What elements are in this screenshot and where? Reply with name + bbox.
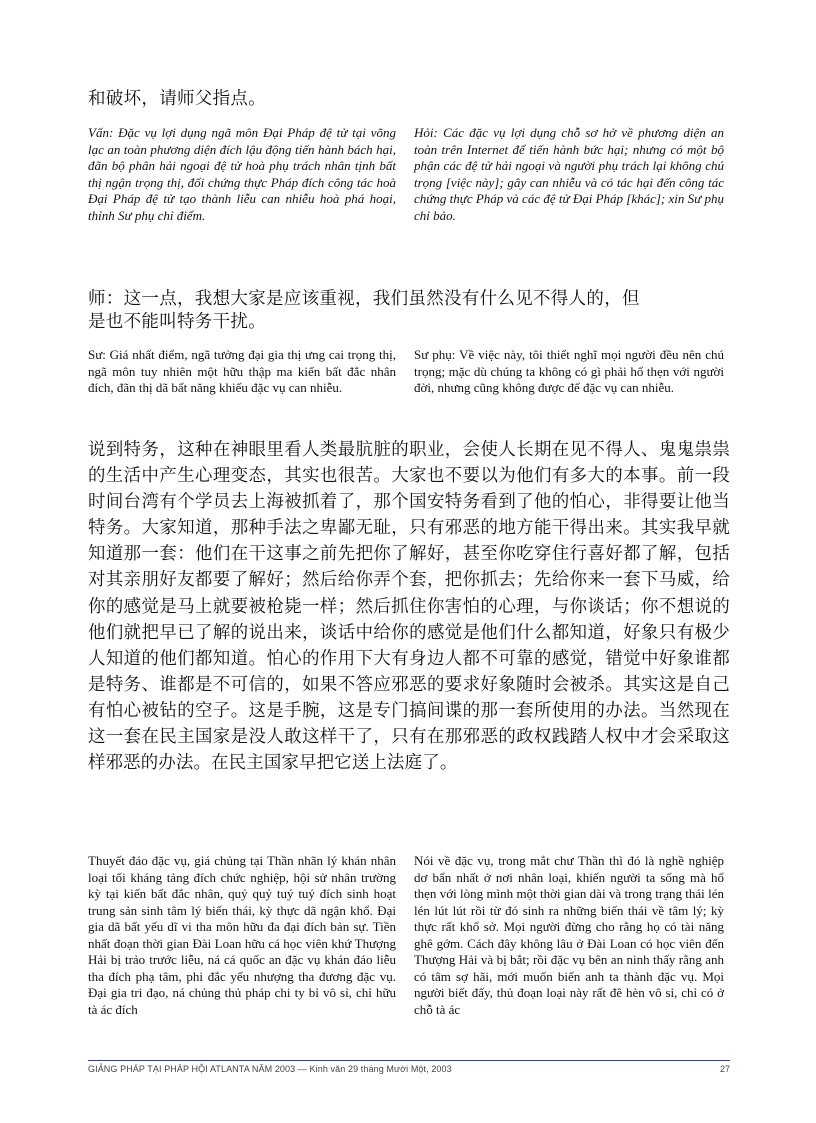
footer-title: GIẢNG PHÁP TẠI PHÁP HỘI ATLANTA NĂM 2003 — Kinh văn 29 tháng Mười Một, 2003 [88,1064,452,1074]
question-vietnamese: Hỏi: Các đặc vụ lợi dụng chỗ sơ hở về phương diện an toàn trên Internet để tiến hành bức hại; nhưng có một bộ phận các đệ tử hải ngoại và người phụ trách lại không chú trọng [việc này]; gây can nhiễu và có tác hại đến công tác chứng thực Pháp và các đệ tử Đại Pháp [khác]; xin Sư phụ chỉ bảo. [414,125,724,223]
main-sinoviet-paragraph: Thuyết đáo đặc vụ, giá chủng tại Thần nhãn lý khán nhân loại tối kháng tảng đích chức nghiệp, hội sử nhân trường kỳ tại kiến bất đắc nhân, quỷ quỷ tuý tuý đích sinh hoạt trung sản sinh tâm lý biến thái, kỳ thực dã ngận khổ. Đại gia dã bất yếu dĩ vi tha môn hữu đa đại đích bản sự. Tiền nhất đoạn thời gian Đài Loan hữu cá học viên khứ Thượng Hải bị trảo trước liễu, ná cá quốc an đặc vụ khán đáo liễu tha đích phạ tâm, phi đắc yếu nhượng tha đương đặc vụ. Đại gia tri đạo, ná chủng thủ pháp chi ty bỉ vô sỉ, chỉ hữu tà ác đích [88,853,396,1017]
main-chinese-paragraph: 说到特务，这种在神眼里看人类最肮脏的职业，会使人长期在见不得人、鬼鬼祟祟的生活中产生心理变态，其实也很苦。大家也不要以为他们有多大的本事。前一段时间台湾有个学员去上海被抓着了，那个国安特务看到了他的怕心，非得要让他当特务。大家知道，那种手法之卑鄙无耻，只有邪恶的地方能干得出来。其实我早就知道那一套：他们在干这事之前先把你了解好，甚至你吃穿住行喜好都了解，包括对其亲朋好友都要了解好；然后给你弄个套，把你抓去；先给你来一套下马威，给你的感觉是马上就要被枪毙一样；然后抓住你害怕的心理，与你谈话；你不想说的他们就把早已了解的说出来，谈话中给你的感觉是他们什么都知道，好象只有极少人知道的他们都知道。怕心的作用下大有身边人都不可靠的感觉，错觉中好象谁都是特务、谁都是不可信的，如果不答应邪恶的要求好象随时会被杀。其实这是自己有怕心被钻的空子。这是手腕，这是专门搞间谍的那一套所使用的办法。当然现在这一套在民主国家是没人敢这样干了，只有在那邪恶的政权践踏人权中才会采取这样邪恶的办法。在民主国家早把它送上法庭了。 [88,440,730,774]
footer-rule [88,1060,730,1061]
answer-chinese-line-2: 是也不能叫特务干扰。 [88,312,266,332]
page-number: 27 [719,1064,730,1074]
answer-sinoviet: Sư: Giá nhất điểm, ngã tưởng đại gia thị ưng cai trọng thị, ngã môn tuy nhiên một hữu thập ma kiến bất đắc nhân đích, đãn thị dã bất năng khiếu đặc vụ can nhiễu. [88,347,396,395]
answer-vietnamese: Sư phụ: Về việc này, tôi thiết nghĩ mọi người đều nên chú trọng; mặc dù chúng ta không có gì phải hổ thẹn với người đời, nhưng cũng không được để đặc vụ can nhiễu. [414,347,724,395]
intro-chinese-line: 和破坏，请师父指点。 [88,89,266,109]
main-vietnamese-paragraph: Nói về đặc vụ, trong mắt chư Thần thì đó là nghề nghiệp dơ bẩn nhất ở nơi nhân loại, khiến người ta sống mà hổ thẹn với lòng mình một thời gian dài và trong trạng thái lén lén lút lút rồi từ đó sinh ra những biến thái về tâm lý; kỳ thực rất khổ sở. Mọi người đừng cho rằng họ có tài năng ghê gớm. Cách đây không lâu ở Đài Loan có học viên đến Thượng Hải và bị bắt; rồi đặc vụ bên an ninh thấy rằng anh có tâm sợ hãi, mới muốn biến anh ta thành đặc vụ. Mọi người biết đấy, thủ đoạn loại này rất đê hèn vô sỉ, chỉ có ở chỗ tà ác [414,853,724,1017]
question-sinoviet: Vấn: Đặc vụ lợi dụng ngã môn Đại Pháp đệ tử tại võng lạc an toàn phương diện đích lậu động tiến hành bách hại, đãn bộ phân hải ngoại đệ tử hoà phụ trách nhân tịnh bất thị ngận trọng thị, đối chứng thực Pháp đích công tác hoà Đại Pháp đệ tử tạo thành liễu can nhiễu hoà phá hoại, thỉnh Sư phụ chỉ điểm. [88,125,396,223]
answer-chinese-line-1: 师：这一点，我想大家是应该重视，我们虽然没有什么见不得人的，但 [88,289,640,309]
